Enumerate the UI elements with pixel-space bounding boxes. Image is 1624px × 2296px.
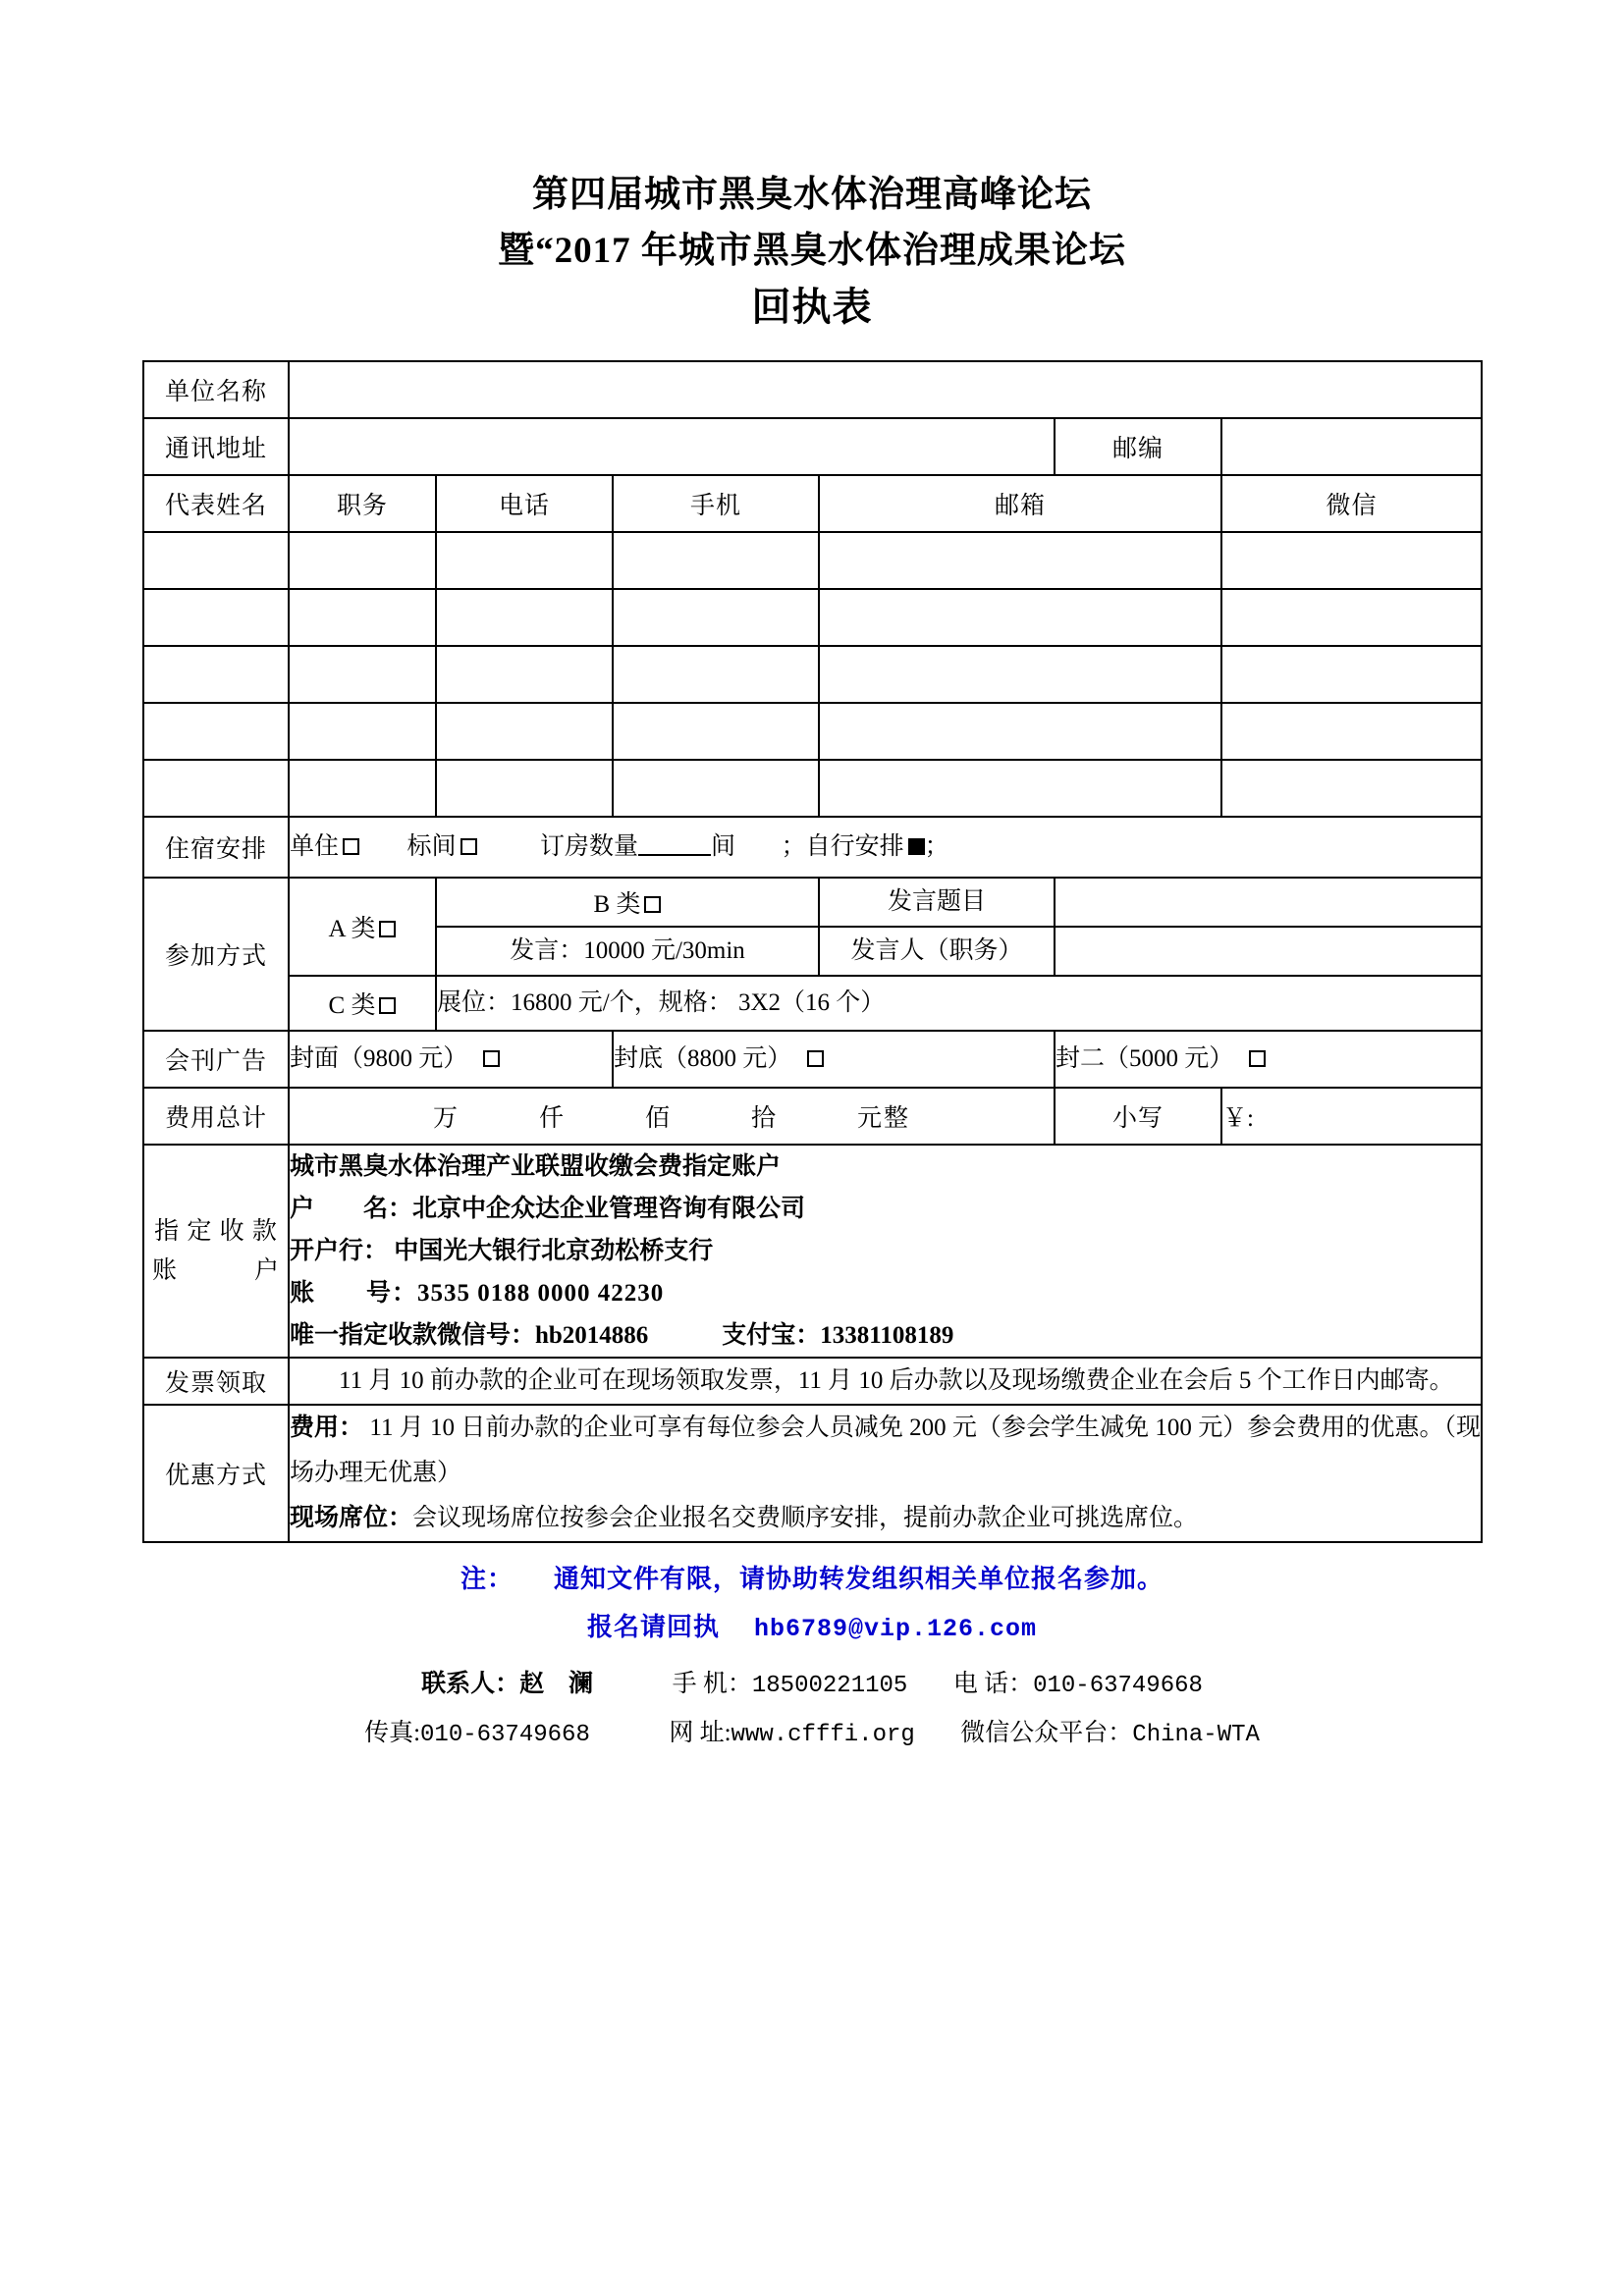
rep-header-mobile: 手机 xyxy=(613,475,819,532)
join-label: 参加方式 xyxy=(143,878,289,1031)
rep-cell-phone[interactable] xyxy=(436,532,613,589)
row-unit-name xyxy=(143,361,1482,418)
rep-cell-mobile[interactable] xyxy=(613,589,819,646)
table-row xyxy=(143,760,1482,817)
rep-cell-position[interactable] xyxy=(289,532,436,589)
fee-small-value[interactable]: ￥: xyxy=(1221,1088,1482,1145)
mobile-label: 手 机： xyxy=(672,1671,752,1697)
registration-form-table xyxy=(142,360,1483,1543)
rep-cell-name[interactable] xyxy=(143,760,289,817)
row-invoice xyxy=(143,1358,1482,1405)
rep-cell-wechat[interactable] xyxy=(1221,532,1482,589)
note-line xyxy=(142,1559,1482,1595)
account-line-5: 唯一指定收款微信号：hb2014886 支付宝：13381108189 xyxy=(290,1322,954,1349)
rep-cell-phone[interactable] xyxy=(436,646,613,703)
discount-line-1-title: 费用： xyxy=(290,1415,364,1441)
lodging-self-checkbox[interactable] xyxy=(908,838,925,855)
address-label: 通讯地址 xyxy=(143,418,289,475)
lodging-label: 住宿安排 xyxy=(143,817,289,878)
postcode-value[interactable] xyxy=(1221,418,1482,475)
lodging-semicolon-end: ； xyxy=(924,833,949,860)
unit-name-label: 单位名称 xyxy=(143,361,289,418)
rep-header-name: 代表姓名 xyxy=(143,475,289,532)
rep-cell-mobile[interactable] xyxy=(613,532,819,589)
account-label-line-2: 账 户 xyxy=(151,1256,280,1284)
table-row xyxy=(143,703,1482,760)
discount-line-1-body: 11 月 10 日前办款的企业可享有每位参会人员减免 200 元（参会学生减免 100 元）参会费用的优惠。（现场办理无优惠） xyxy=(290,1415,1482,1486)
row-join-a-b xyxy=(143,878,1482,927)
rep-cell-email[interactable] xyxy=(819,703,1221,760)
join-b-fee: 发言：10000 元/30min xyxy=(436,927,819,976)
lodging-standard-label: 标间 xyxy=(406,833,457,860)
account-label xyxy=(143,1145,289,1358)
join-b-label: B 类 xyxy=(593,891,641,918)
fee-small-label: 小写 xyxy=(1055,1088,1221,1145)
join-a-label: A 类 xyxy=(328,916,376,942)
row-address xyxy=(143,418,1482,475)
rep-cell-position[interactable] xyxy=(289,646,436,703)
rep-cell-email[interactable] xyxy=(819,589,1221,646)
join-c-description: 展位：16800 元/个，规格： 3X2（16 个） xyxy=(436,976,1482,1031)
account-details xyxy=(289,1145,1482,1358)
row-rep-headers xyxy=(143,475,1482,532)
rep-header-position: 职务 xyxy=(289,475,436,532)
discount-line-2-title: 现场席位： xyxy=(290,1505,413,1531)
rep-cell-name[interactable] xyxy=(143,646,289,703)
speech-topic-value[interactable] xyxy=(1055,878,1482,927)
row-join-c xyxy=(143,976,1482,1031)
discount-text xyxy=(289,1405,1482,1542)
speaker-label: 发言人（职务） xyxy=(819,927,1055,976)
discount-line-2 xyxy=(290,1496,1481,1541)
rep-cell-wechat[interactable] xyxy=(1221,589,1482,646)
row-account xyxy=(143,1145,1482,1358)
ad-back-checkbox[interactable] xyxy=(807,1050,824,1067)
lodging-count-unit: 间 xyxy=(711,833,736,860)
rep-cell-mobile[interactable] xyxy=(613,703,819,760)
ad-back-label: 封底（8800 元） xyxy=(614,1045,792,1072)
row-fee-total xyxy=(143,1088,1482,1145)
rep-cell-phone[interactable] xyxy=(436,703,613,760)
rep-cell-phone[interactable] xyxy=(436,589,613,646)
mobile-value: 18500221105 xyxy=(751,1673,908,1699)
tel-label: 电 话： xyxy=(952,1671,1034,1697)
tel-value: 010-63749668 xyxy=(1033,1673,1203,1699)
reply-email[interactable]: hb6789@vip.126.com xyxy=(753,1615,1038,1643)
account-label-line-1: 指 定 收 款 xyxy=(154,1217,278,1245)
discount-line-2-body: 会议现场席位按参会企业报名交费顺序安排，提前办款企业可挑选席位。 xyxy=(412,1505,1199,1531)
join-c-cell xyxy=(289,976,436,1031)
title-line-1: 第四届城市黑臭水体治理高峰论坛 xyxy=(532,175,1092,215)
ad-inside-checkbox[interactable] xyxy=(1249,1050,1266,1067)
lodging-count-input[interactable] xyxy=(638,854,711,856)
contact-person-label: 联系人： xyxy=(421,1671,520,1697)
discount-label: 优惠方式 xyxy=(143,1405,289,1542)
account-line-2: 户 名：北京中企众达企业管理咨询有限公司 xyxy=(290,1196,806,1222)
ad-front-cell xyxy=(289,1031,613,1088)
fee-units[interactable]: 万 仟 佰 拾 元整 xyxy=(289,1088,1055,1145)
wechat-label: 微信公众平台： xyxy=(960,1720,1133,1746)
rep-cell-wechat[interactable] xyxy=(1221,703,1482,760)
lodging-single-checkbox[interactable] xyxy=(343,838,359,855)
join-b-cell xyxy=(436,878,819,927)
join-c-label: C 类 xyxy=(328,992,376,1019)
contact-line-1 xyxy=(142,1661,1482,1710)
postcode-label: 邮编 xyxy=(1055,418,1221,475)
invoice-label: 发票领取 xyxy=(143,1358,289,1405)
ad-inside-label: 封二（5000 元） xyxy=(1056,1045,1234,1072)
table-row xyxy=(143,646,1482,703)
title-line-3: 回执表 xyxy=(751,285,873,329)
rep-cell-position[interactable] xyxy=(289,703,436,760)
table-row xyxy=(143,532,1482,589)
fax-value: 010-63749668 xyxy=(420,1722,590,1748)
rep-cell-position[interactable] xyxy=(289,589,436,646)
rep-header-phone: 电话 xyxy=(436,475,613,532)
reply-line xyxy=(142,1607,1482,1643)
web-value[interactable]: www.cfffi.org xyxy=(731,1722,915,1748)
speech-topic-label: 发言题目 xyxy=(819,878,1055,927)
ad-inside-cell xyxy=(1055,1031,1482,1088)
rep-cell-position[interactable] xyxy=(289,760,436,817)
document-title xyxy=(142,167,1482,335)
row-discount xyxy=(143,1405,1482,1542)
speaker-value[interactable] xyxy=(1055,927,1482,976)
contact-block xyxy=(142,1661,1482,1759)
rep-cell-wechat[interactable] xyxy=(1221,646,1482,703)
web-label: 网 址: xyxy=(669,1720,731,1746)
fee-total-label: 费用总计 xyxy=(143,1088,289,1145)
ad-label: 会刊广告 xyxy=(143,1031,289,1088)
rep-header-email: 邮箱 xyxy=(819,475,1221,532)
unit-name-value[interactable] xyxy=(289,361,1482,418)
rep-cell-mobile[interactable] xyxy=(613,760,819,817)
rep-cell-name[interactable] xyxy=(143,532,289,589)
address-value[interactable] xyxy=(289,418,1055,475)
lodging-single-label: 单住 xyxy=(290,833,340,860)
join-a-checkbox[interactable] xyxy=(379,921,396,937)
rep-cell-name[interactable] xyxy=(143,589,289,646)
lodging-self-label: 自行安排 xyxy=(805,833,904,860)
discount-line-1 xyxy=(290,1406,1481,1496)
rep-cell-email[interactable] xyxy=(819,646,1221,703)
lodging-options xyxy=(289,817,1482,878)
reply-label: 报名请回执 xyxy=(586,1613,720,1641)
join-a-cell xyxy=(289,878,436,976)
join-c-checkbox[interactable] xyxy=(379,997,396,1014)
account-line-1: 城市黑臭水体治理产业联盟收缴会费指定账户 xyxy=(290,1153,782,1180)
rep-cell-mobile[interactable] xyxy=(613,646,819,703)
join-b-checkbox[interactable] xyxy=(644,896,661,913)
ad-back-cell xyxy=(613,1031,1055,1088)
lodging-semicolon: ； xyxy=(781,833,806,860)
title-line-2: 暨“2017 年城市黑臭水体治理成果论坛 xyxy=(498,231,1126,271)
invoice-text: 11 月 10 前办款的企业可在现场领取发票，11 月 10 后办款以及现场缴费企业在会后 5 个工作日内邮寄。 xyxy=(289,1358,1482,1405)
rep-cell-email[interactable] xyxy=(819,760,1221,817)
row-advertisement xyxy=(143,1031,1482,1088)
fax-label: 传真: xyxy=(364,1720,421,1746)
lodging-count-label: 订房数量 xyxy=(540,833,639,860)
contact-line-2 xyxy=(142,1710,1482,1759)
row-lodging xyxy=(143,817,1482,878)
rep-cell-wechat[interactable] xyxy=(1221,760,1482,817)
rep-header-wechat: 微信 xyxy=(1221,475,1482,532)
note-label: 注： xyxy=(460,1565,514,1593)
ad-front-checkbox[interactable] xyxy=(483,1050,500,1067)
rep-cell-email[interactable] xyxy=(819,532,1221,589)
lodging-standard-checkbox[interactable] xyxy=(460,838,477,855)
contact-person: 赵 澜 xyxy=(519,1671,594,1697)
rep-cell-name[interactable] xyxy=(143,703,289,760)
table-row xyxy=(143,589,1482,646)
note-text: 通知文件有限，请协助转发组织相关单位报名参加。 xyxy=(554,1565,1164,1593)
account-line-3: 开户行： 中国光大银行北京劲松桥支行 xyxy=(290,1238,714,1264)
wechat-value: China-WTA xyxy=(1132,1722,1260,1748)
ad-front-label: 封面（9800 元） xyxy=(290,1045,468,1072)
account-line-4: 账 号：3535 0188 0000 42230 xyxy=(290,1280,665,1307)
rep-cell-phone[interactable] xyxy=(436,760,613,817)
